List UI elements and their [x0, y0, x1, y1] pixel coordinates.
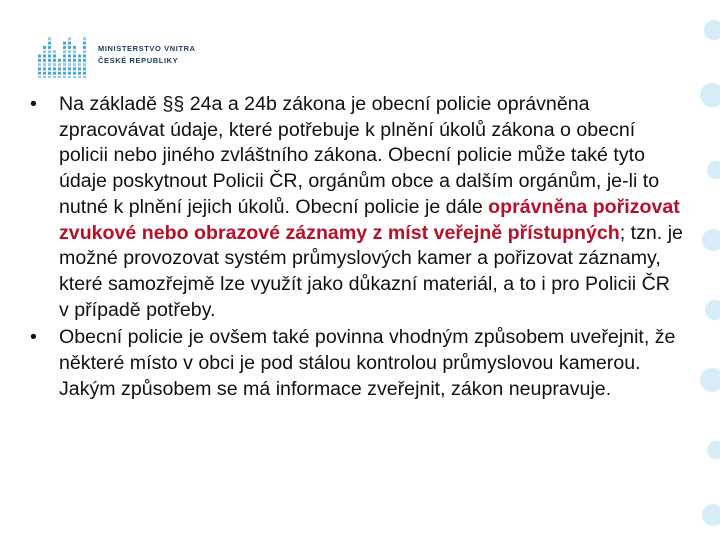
bullet-icon: •	[30, 93, 37, 115]
logo-dot	[53, 76, 56, 78]
logo-dot	[48, 42, 51, 45]
decorative-circle	[700, 83, 720, 107]
decorative-circle	[705, 300, 720, 320]
decorative-circle	[702, 229, 720, 251]
logo-dot	[58, 76, 61, 78]
logo-dot	[68, 42, 71, 45]
logo-dot	[68, 59, 71, 62]
logo-dot	[83, 72, 86, 75]
logo-dot	[78, 55, 81, 58]
logo-dot	[63, 50, 66, 53]
logo-dot	[83, 76, 86, 78]
logo-dot	[38, 72, 41, 75]
decorative-circle	[700, 368, 720, 392]
logo-dot	[38, 76, 41, 78]
logo-dot	[83, 37, 86, 40]
ministry-logo	[36, 32, 196, 78]
decorative-circle	[707, 441, 720, 459]
logo-dot	[43, 50, 46, 53]
slide-body	[30, 92, 685, 404]
logo-dot	[63, 55, 66, 58]
logo-dot	[83, 67, 86, 70]
logo-dot	[43, 46, 46, 49]
logo-dot	[73, 67, 76, 70]
logo-dot	[58, 67, 61, 70]
logo-dot	[53, 63, 56, 66]
logo-dot	[78, 72, 81, 75]
bullet-1-text-before: Na základě §§ 24a a 24b zákona je obecní policie oprávněna zpracovávat údaje, které potřebuje k plnění úkolů zákona o obecní policii nebo jiného zvláštního zákona. Obecní policie může také tyto údaje poskytnout Policii ČR, orgánům obce a dalším orgánům, je-li to nutné k plnění jejich úkolů. Obecní policie je dále	[59, 93, 660, 218]
logo-dot	[58, 59, 61, 62]
bullet-item-1	[30, 92, 685, 323]
logo-dot	[43, 67, 46, 70]
logo-dot	[68, 50, 71, 53]
logo-dot	[48, 55, 51, 58]
logo-dot	[83, 46, 86, 49]
logo-dot	[68, 72, 71, 75]
logo-dot	[43, 59, 46, 62]
logo-dot	[68, 37, 71, 40]
logo-dot	[48, 50, 51, 53]
logo-dot	[58, 63, 61, 66]
logo-dot	[63, 67, 66, 70]
logo-dot	[78, 76, 81, 78]
logo-dot	[38, 59, 41, 62]
logo-dot	[68, 46, 71, 49]
bullet-2-text: Obecní policie je ovšem také povinna vhodným způsobem uveřejnit, že některé místo v obci je pod stálou kontrolou průmyslovou kamerou. Jakým způsobem se má informace zveřejnit, zákon neupravuje.	[59, 326, 676, 400]
logo-dot	[68, 63, 71, 66]
logo-dot	[73, 50, 76, 53]
logo-dot	[53, 50, 56, 53]
logo-dot	[53, 59, 56, 62]
logo-dot	[73, 59, 76, 62]
logo-dot	[68, 76, 71, 78]
decorative-circle	[707, 161, 720, 179]
logo-dot	[58, 72, 61, 75]
logo-dot	[73, 55, 76, 58]
logo-dot	[83, 59, 86, 62]
logo-dot	[53, 67, 56, 70]
logo-dot-grid-icon	[36, 32, 96, 78]
bullet-1-highlight: oprávněna pořizovat zvukové nebo obrazové záznamy z míst veřejně přístupných	[59, 195, 680, 244]
logo-dot	[53, 55, 56, 58]
logo-dot	[53, 72, 56, 75]
logo-dot	[48, 67, 51, 70]
logo-dot	[83, 50, 86, 53]
logo-dot	[48, 63, 51, 66]
decorative-circles	[694, 0, 720, 540]
logo-dot	[43, 55, 46, 58]
logo-dot	[68, 67, 71, 70]
logo-dot	[63, 42, 66, 45]
logo-dot	[63, 76, 66, 78]
logo-text-line1: MINISTERSTVO VNITRA	[98, 44, 196, 53]
logo-dot	[63, 72, 66, 75]
bullet-icon: •	[30, 326, 37, 349]
logo-dot	[43, 72, 46, 75]
logo-dot	[38, 67, 41, 70]
logo-dot	[73, 63, 76, 66]
logo-dot	[73, 76, 76, 78]
logo-dot	[83, 42, 86, 45]
logo-dot	[38, 63, 41, 66]
logo-dot	[48, 37, 51, 40]
logo-dot	[78, 59, 81, 62]
logo-dot	[48, 72, 51, 75]
logo-text-line2: ČESKÉ REPUBLIKY	[98, 56, 179, 65]
logo-dot	[43, 63, 46, 66]
logo-dot	[48, 59, 51, 62]
logo-dot	[38, 55, 41, 58]
logo-dot	[48, 76, 51, 78]
logo-dot	[78, 63, 81, 66]
logo-dot	[78, 67, 81, 70]
logo-dot	[73, 46, 76, 49]
decorative-circle	[702, 504, 720, 526]
logo-dot	[63, 59, 66, 62]
bullet-item-2	[30, 325, 685, 402]
logo-dot	[73, 72, 76, 75]
bullet-1-text-after: ; tzn. je možné provozovat systém průmyslových kamer a pořizovat záznamy, které samozřejmě lze využít jako důkazní materiál, a to i pro Policii ČR v případě potřeby.	[59, 221, 683, 321]
decorative-circle	[704, 20, 720, 40]
logo-dot	[83, 55, 86, 58]
logo-dot	[43, 76, 46, 78]
logo-dot	[63, 46, 66, 49]
logo-dot	[63, 63, 66, 66]
logo-dot	[83, 63, 86, 66]
logo-dot	[68, 55, 71, 58]
logo-dot	[48, 46, 51, 49]
